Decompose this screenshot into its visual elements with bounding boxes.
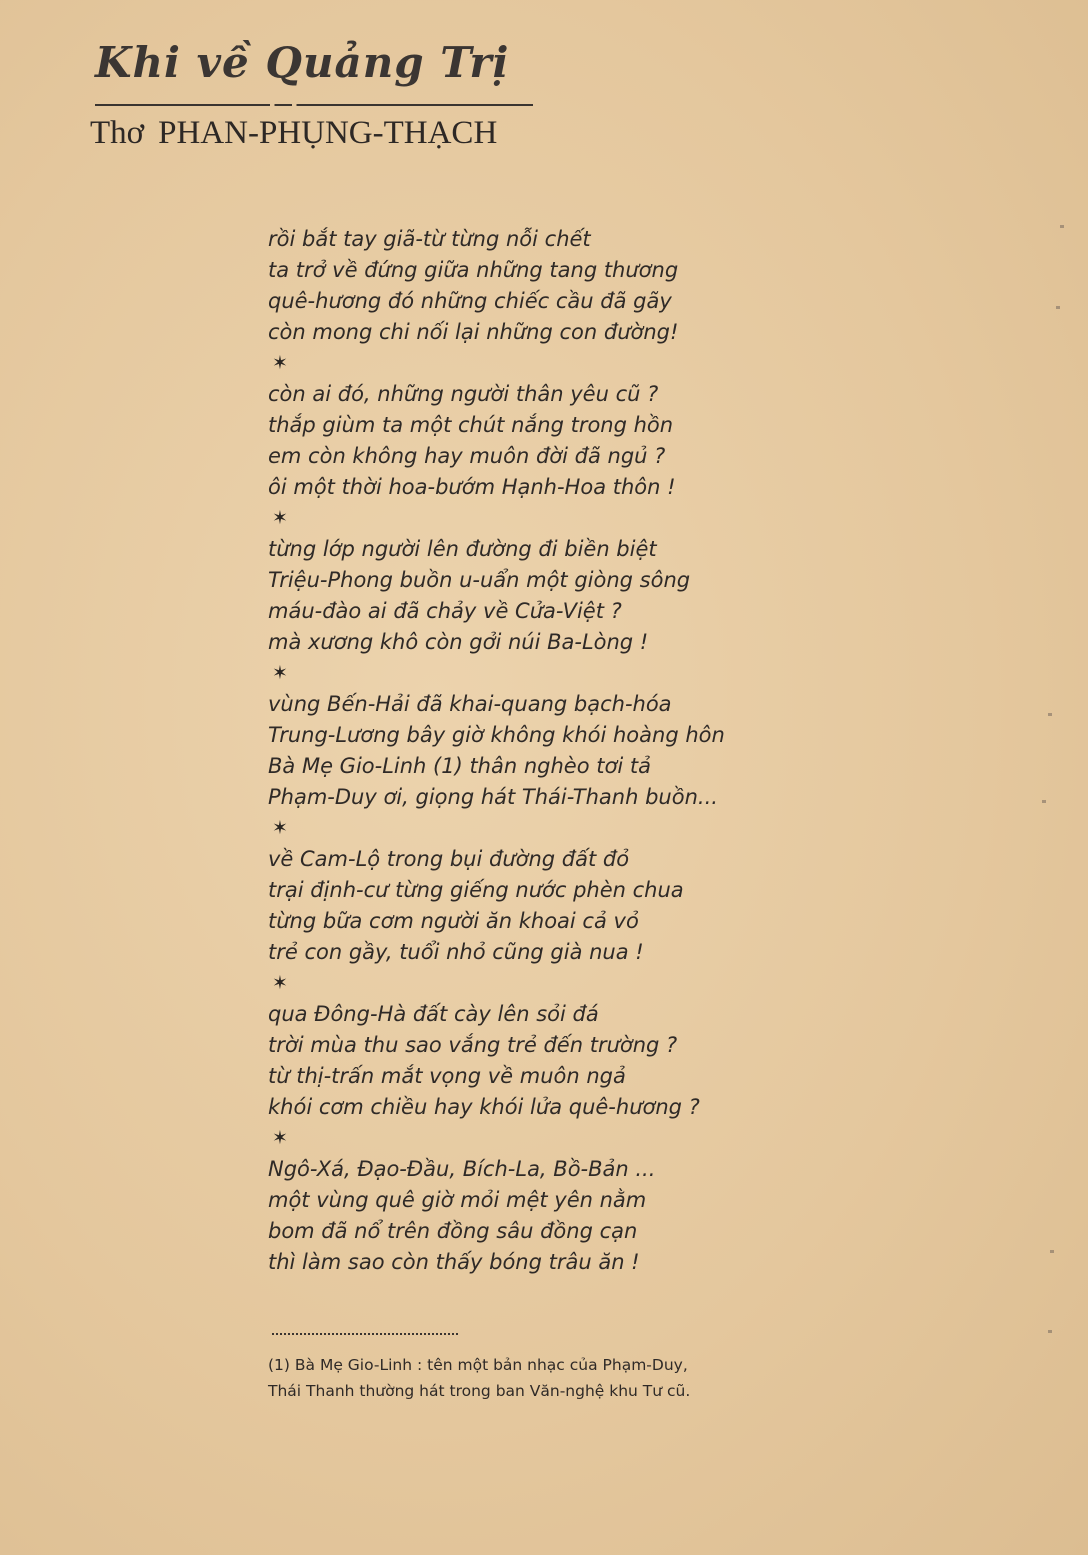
poem-line: khói cơm chiều hay khói lửa quê-hương ? (268, 1095, 700, 1119)
poem-body (268, 224, 828, 1278)
poem-line: ta trở về đứng giữa những tang thương (268, 258, 679, 282)
poem-line: mà xương khô còn gởi núi Ba-Lòng ! (268, 630, 649, 654)
poem-line: Bà Mẹ Gio-Linh (1) thân nghèo tơi tả (268, 754, 651, 778)
poem-line: thắp giùm ta một chút nắng trong hồn (268, 413, 674, 437)
poem-line: quê-hương đó những chiếc cầu đã gãy (268, 289, 672, 313)
poem-line: từng bữa cơm người ăn khoai cả vỏ (268, 909, 639, 933)
footnote-line: (1) Bà Mẹ Gio-Linh : tên một bản nhạc của Phạm-Duy, (268, 1356, 688, 1374)
paper-speck (1048, 1330, 1052, 1333)
stanza-separator-star: ✶ (272, 1127, 288, 1149)
stanza-separator-star: ✶ (272, 352, 288, 374)
poem-line: về Cam-Lộ trong bụi đường đất đỏ (268, 847, 630, 871)
poem-line: rồi bắt tay giã-từ từng nỗi chết (268, 227, 591, 251)
poem-line: từng lớp người lên đường đi biền biệt (268, 537, 657, 561)
author-name: PHAN-PHỤNG-THẠCH (158, 115, 498, 151)
stanza-1 (268, 224, 828, 348)
stanza-separator-star: ✶ (272, 662, 288, 684)
stanza-separator-star: ✶ (272, 817, 288, 839)
byline-label: Thơ (90, 115, 145, 151)
title-divider (95, 104, 533, 106)
stanza-7 (268, 1154, 828, 1278)
poem-line: em còn không hay muôn đời đã ngủ ? (268, 444, 666, 468)
poem-line: Phạm-Duy ơi, giọng hát Thái-Thanh buồn... (268, 785, 718, 809)
byline (90, 115, 497, 152)
footnote (268, 1352, 788, 1404)
poem-line: Triệu-Phong buồn u-uẩn một giòng sông (268, 568, 691, 592)
poem-line: còn ai đó, những người thân yêu cũ ? (268, 382, 659, 406)
stanza-3 (268, 534, 828, 658)
stanza-2 (268, 379, 828, 503)
poem-line: bom đã nổ trên đồng sâu đồng cạn (268, 1219, 638, 1243)
poem-line: Trung-Lương bây giờ không khói hoàng hôn (268, 723, 725, 747)
poem-line: qua Đông-Hà đất cày lên sỏi đá (268, 1002, 599, 1026)
poem-line: thì làm sao còn thấy bóng trâu ăn ! (268, 1250, 640, 1274)
poem-line: trại định-cư từng giếng nước phèn chua (268, 878, 684, 902)
footnote-line: Thái Thanh thường hát trong ban Văn-nghệ khu Tư cũ. (268, 1382, 691, 1400)
stanza-4 (268, 689, 828, 813)
stanza-5 (268, 844, 828, 968)
paper-speck (1050, 1250, 1054, 1253)
poem-line: trẻ con gầy, tuổi nhỏ cũng già nua ! (268, 940, 644, 964)
stanza-separator-star: ✶ (272, 972, 288, 994)
paper-speck (1056, 306, 1060, 309)
footnote-divider (272, 1333, 458, 1335)
stanza-separator-star: ✶ (272, 507, 288, 529)
paper-speck (1060, 225, 1064, 228)
poem-title: Khi về Quảng Trị (95, 38, 510, 87)
paper-speck (1042, 800, 1046, 803)
poem-line: vùng Bến-Hải đã khai-quang bạch-hóa (268, 692, 672, 716)
poem-line: ôi một thời hoa-bướm Hạnh-Hoa thôn ! (268, 475, 676, 499)
poem-line: Ngô-Xá, Đạo-Đầu, Bích-La, Bồ-Bản ... (268, 1157, 656, 1181)
poem-line: từ thị-trấn mắt vọng về muôn ngả (268, 1064, 626, 1088)
paper-speck (1048, 713, 1052, 716)
stanza-6 (268, 999, 828, 1123)
poem-line: trời mùa thu sao vắng trẻ đến trường ? (268, 1033, 678, 1057)
poem-line: một vùng quê giờ mỏi mệt yên nằm (268, 1188, 647, 1212)
poem-line: máu-đào ai đã chảy về Cửa-Việt ? (268, 599, 622, 623)
poem-line: còn mong chi nối lại những con đường! (268, 320, 679, 344)
